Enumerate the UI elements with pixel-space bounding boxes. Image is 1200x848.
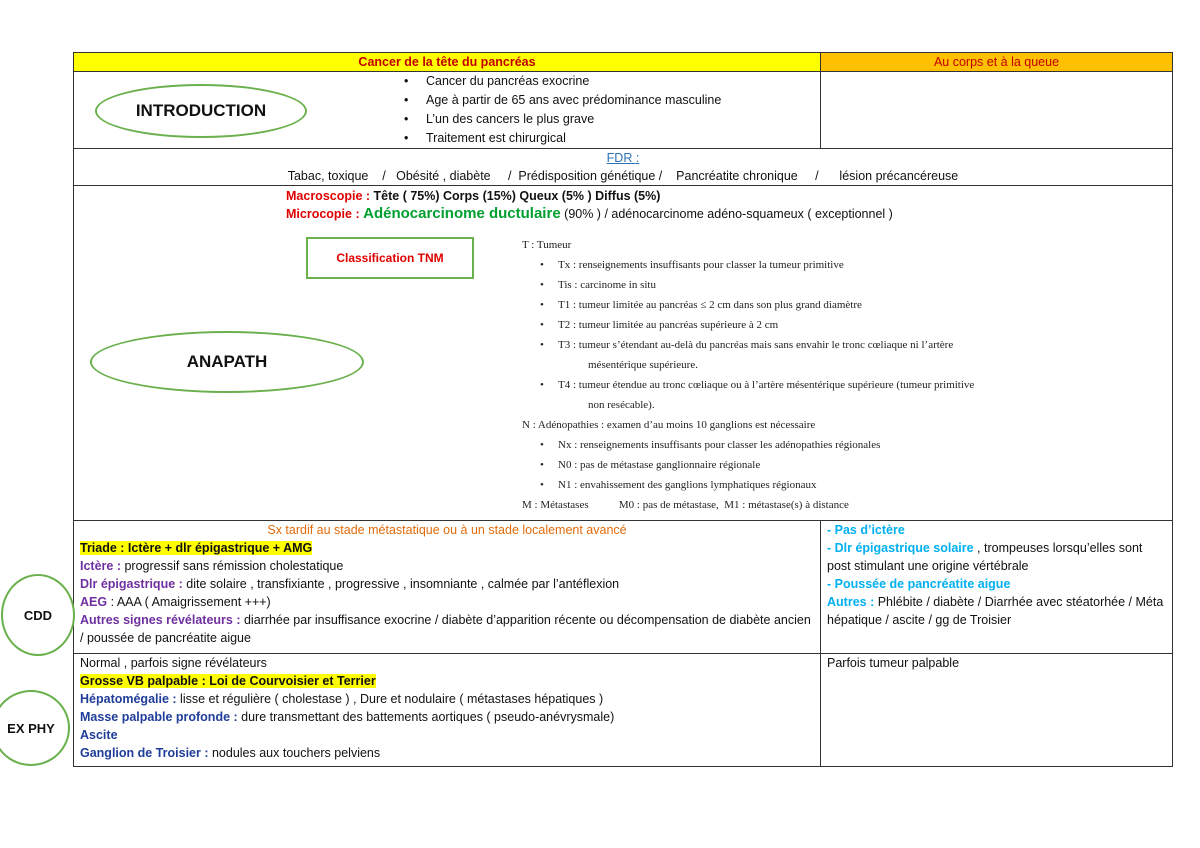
fdr-text: Tabac, toxique / Obésité , diabète / Prédisposition génétique / Pancréatite chronique / lésion précancéreuse [287,169,959,183]
tnm-t-item: • T2 : tumeur limitée au pancréas supérieure à 2 cm [522,315,1042,335]
macro-line [80,186,1166,205]
tnm-t3-cont: mésentérique supérieure. [588,359,698,371]
cdd-right-value: , trompeuses lorsqu’elles sont post stimulant une origine vértébrale [827,541,1143,573]
cdd-circle: CDD [1,574,75,656]
macro-text: Tête ( 75%) Corps (15%) Queux (5% ) Diffus (5%) [373,189,661,203]
header-head-pancreas: Cancer de la tête du pancréas [74,53,821,72]
anapath-ellipse: ANAPATH [90,331,364,393]
cdd-right-value: Phlébite / diabète / Diarrhée avec stéatorhée / Méta hépatique / ascite / gg de Troisier [827,595,1164,627]
tnm-n-item: • N0 : pas de métastase ganglionnaire régionale [522,455,1042,475]
micro-rest: (90% ) / adénocarcinome adéno-squameux ( exceptionnel ) [564,207,893,221]
intro-bullet: • Traitement est chirurgical [404,129,820,148]
cdd-right-l1: - Pas d’ictère [827,523,905,537]
exphy-circle: EX PHY [0,690,70,766]
tnm-t-item: • Tx : renseignements insuffisants pour classer la tumeur primitive [522,255,1042,275]
cdd-title: Sx tardif au stade métastatique ou à un stade localement avancé [267,523,627,537]
cdd-triade: Triade : Ictère + dlr épigastrique + AMG [80,541,313,555]
cdd-right-l4 [827,593,1166,629]
exphy-cell [74,654,821,767]
tnm-t-title: T : Tumeur [522,239,572,251]
exphy-row [74,654,1173,767]
cdd-line-aeg [80,593,814,611]
intro-bullet: • Cancer du pancréas exocrine [404,72,820,91]
exphy-l3 [80,708,814,726]
exphy-l1: Grosse VB palpable : Loi de Courvoisier et Terrier [80,674,376,688]
exphy-l1-line [80,672,814,690]
cdd-triade-line [80,539,814,557]
cdd-key: Dlr épigastrique : [80,577,183,591]
exphy-right-cell: Parfois tumeur palpable [821,654,1173,767]
cdd-value: : AAA ( Amaigrissement +++) [107,595,271,609]
fdr-row [74,149,1173,186]
cdd-line-ictere [80,557,814,575]
exphy-l0: Normal , parfois signe révélateurs [80,656,267,670]
macro-label: Macroscopie : [286,189,371,203]
exphy-key: Hépatomégalie : [80,692,177,706]
exphy-value: lisse et régulière ( cholestase ) , Dure et nodulaire ( métastases hépatiques ) [176,692,604,706]
tnm-n-item: • Nx : renseignements insuffisants pour classer les adénopathies régionales [522,435,1042,455]
cdd-right-key: Autres : [827,595,875,609]
exphy-l4: Ascite [80,728,118,742]
exphy-key: Ganglion de Troisier : [80,746,209,760]
micro-main: Adénocarcinome ductulaire [363,205,561,222]
tnm-m-line: M : Métastases M0 : pas de métastase, M1 : métastase(s) à distance [522,499,849,511]
cdd-key: AEG [80,595,108,609]
cdd-value: dite solaire , transfixiante , progressive , insomniante , calmée par l’antéflexion [182,577,620,591]
intro-bullet: • L’un des cancers le plus grave [404,110,820,129]
tnm-t-item: • T1 : tumeur limitée au pancréas ≤ 2 cm dans son plus grand diamètre [522,295,1042,315]
cdd-value: progressif sans rémission cholestatique [121,559,344,573]
tnm-t4-cont: non resécable). [588,399,655,411]
cdd-key: Autres signes révélateurs : [80,613,241,627]
tnm-n-list [522,435,1042,495]
intro-bullet: • Age à partir de 65 ans avec prédominance masculine [404,91,820,110]
tnm-t4-list [522,375,1042,395]
tnm-t-list [522,255,1042,355]
cdd-line-dlr [80,575,814,593]
tnm-classification-box: Classification TNM [306,237,474,279]
micro-label: Microcopie : [286,207,360,221]
exphy-key: Masse palpable profonde : [80,710,238,724]
cdd-right-cell [821,521,1173,654]
cdd-row [74,521,1173,654]
intro-right-cell [821,72,1173,149]
intro-ellipse: INTRODUCTION [95,84,307,138]
exphy-value: nodules aux touchers pelviens [208,746,381,760]
exphy-value: dure transmettant des battements aortiques ( pseudo-anévrysmale) [237,710,615,724]
micro-line [80,205,1166,223]
fdr-title: FDR : [606,151,640,165]
cdd-key: Ictère : [80,559,121,573]
cdd-right-key: - Dlr épigastrique solaire [827,541,974,555]
exphy-l2 [80,690,814,708]
cdd-cell [74,521,821,654]
fdr-cell [74,149,1173,186]
tnm-n-title: N : Adénopathies : examen d’au moins 10 ganglions est nécessaire [522,419,816,431]
cdd-right-l3: - Poussée de pancréatite aigue [827,577,1011,591]
header-body-tail: Au corps et à la queue [821,53,1173,72]
cdd-value: diarrhée par insuffisance exocrine / diabète d’apparition récente ou décompensation de diabète ancien / poussée de pancréatite aigue [80,613,811,645]
cdd-right-l2 [827,539,1166,575]
exphy-l5 [80,744,814,762]
tnm-n-item: • N1 : envahissement des ganglions lymphatiques régionaux [522,475,1042,495]
tnm-table [522,235,1042,515]
tnm-t-item: • T4 : tumeur étendue au tronc cœliaque ou à l’artère mésentérique supérieure (tumeur primitive [522,375,1042,395]
tnm-t-item: • Tis : carcinome in situ [522,275,1042,295]
header-row [74,53,1173,72]
cdd-line-autres [80,611,814,647]
tnm-t-item: • T3 : tumeur s’étendant au-delà du pancréas mais sans envahir le tronc cœliaque ni l’artère [522,335,1042,355]
